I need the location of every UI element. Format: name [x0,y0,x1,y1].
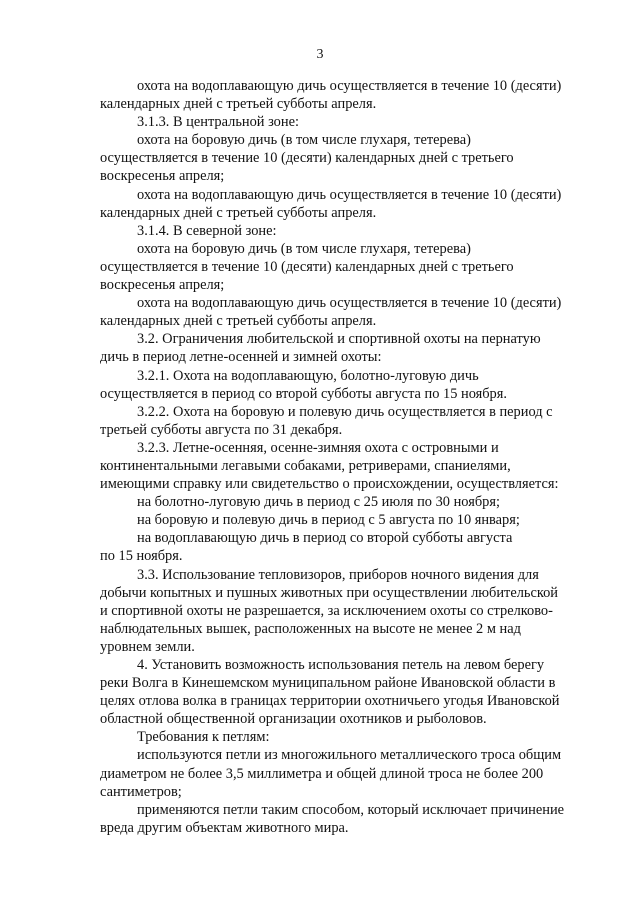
text-line: 3.2. Ограничения любительской и спортивной охоты на пернатую [137,331,541,348]
text-line: уровнем земли. [100,638,195,655]
paragraph [100,511,570,529]
paragraph [100,222,570,240]
text-line: и спортивной охоты не разрешается, за исключением охоты со стрелково- [100,602,553,619]
text-line: целях отлова волка в границах территории охотничьего угодья Ивановской [100,693,560,710]
text-line: 3.2.1. Охота на водоплавающую, болотно-луговую дичь [137,367,479,384]
text-line: 3.3. Использование тепловизоров, приборов ночного видения для [137,566,539,583]
paragraph [100,566,570,656]
text-line: по 15 ноября. [100,548,183,565]
paragraph [100,240,570,294]
text-line: календарных дней с третьей субботы апреля. [100,204,377,221]
text-line: сантиметров; [100,783,182,800]
text-line: охота на боровую дичь (в том числе глухаря, тетерева) [137,132,471,149]
text-line: имеющими справку или свидетельство о происхождении, осуществляется: [100,476,559,493]
text-line: на боровую и полевую дичь в период с 5 августа по 10 января; [137,512,520,529]
paragraph [100,131,570,185]
text-line: Требования к петлям: [137,729,270,746]
text-line: 3.2.3. Летне-осенняя, осенне-зимняя охота с островными и [137,439,499,456]
paragraph [100,330,570,366]
paragraph [100,493,570,511]
page-number: 3 [316,47,324,62]
text-line: на болотно-луговую дичь в период с 25 июля по 30 ноября; [137,494,500,511]
text-line: реки Волга в Кинешемском муниципальном районе Ивановской области в [100,675,556,692]
text-line: осуществляется в течение 10 (десяти) календарных дней с третьего [100,258,514,275]
text-line: охота на водоплавающую дичь осуществляется в течение 10 (десяти) [137,295,562,312]
paragraph [100,186,570,222]
document-body [100,77,570,837]
text-line: дичь в период летне-осенней и зимней охоты: [100,349,382,366]
text-line: 3.1.4. В северной зоне: [137,222,277,239]
text-line: 3.2.2. Охота на боровую и полевую дичь осуществляется в период с [137,403,553,420]
text-line: континентальными легавыми собаками, ретриверами, спаниелями, [100,457,511,474]
text-line: 4. Установить возможность использования петель на левом берегу [137,657,545,673]
text-line: диаметром не более 3,5 миллиметра и общей длиной троса не более 200 [100,765,544,782]
text-line: вреда другим объектам животного мира. [100,819,349,836]
paragraph [100,77,570,113]
text-line: областной общественной организации охотников и рыболовов. [100,711,487,728]
paragraph [100,746,570,800]
paragraph [100,294,570,330]
text-line: наблюдательных вышек, расположенных на высоте не менее 2 м над [100,620,521,637]
text-line: осуществляется в период со второй субботы августа по 15 ноября. [100,385,507,402]
paragraph [100,403,570,439]
text-line: воскресенья апреля; [100,277,225,294]
paragraph [100,656,570,728]
paragraph [100,801,570,837]
text-line: добычи копытных и пушных животных при осуществлении любительской [100,584,558,601]
text-line: применяются петли таким способом, который исключает причинение [137,801,565,818]
text-line: воскресенья апреля; [100,168,225,185]
paragraph [100,439,570,493]
paragraph [100,529,570,565]
paragraph [100,728,570,746]
text-line: календарных дней с третьей субботы апреля. [100,313,377,330]
text-line: 3.1.3. В центральной зоне: [137,114,299,131]
paragraph [100,113,570,131]
text-line: календарных дней с третьей субботы апреля. [100,96,377,113]
text-line: используются петли из многожильного металлического троса общим [137,747,562,764]
paragraph [100,367,570,403]
text-line: третьей субботы августа по 31 декабря. [100,421,343,438]
text-line: осуществляется в течение 10 (десяти) календарных дней с третьего [100,150,514,167]
text-line: охота на боровую дичь (в том числе глухаря, тетерева) [137,240,471,257]
text-line: на водоплавающую дичь в период со второй субботы августа [137,530,513,547]
text-line: охота на водоплавающую дичь осуществляется в течение 10 (десяти) [137,78,562,94]
text-line: охота на водоплавающую дичь осуществляется в течение 10 (десяти) [137,186,562,203]
